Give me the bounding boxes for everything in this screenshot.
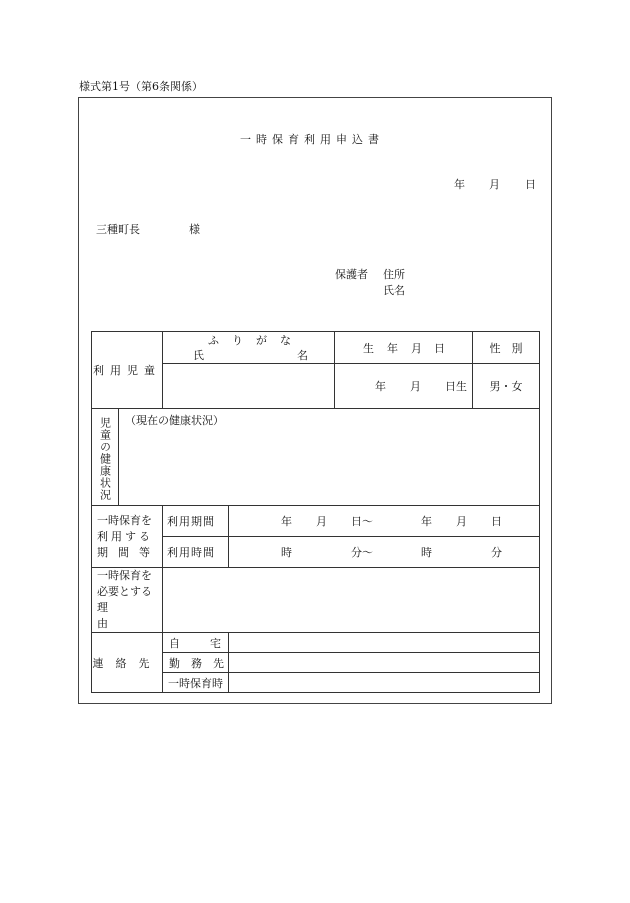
addressee-name: 三種町長 bbox=[96, 223, 140, 236]
reason-label bbox=[92, 568, 162, 632]
date-month: 月 bbox=[489, 178, 500, 191]
birth-date-input[interactable] bbox=[335, 364, 473, 409]
furigana-4: な bbox=[280, 334, 291, 347]
birth-header-2: 年 bbox=[387, 341, 398, 355]
period-label-line-1: 一時保育を bbox=[97, 513, 152, 527]
period-start-day: 日～ bbox=[351, 515, 373, 528]
furigana-1: ふ bbox=[208, 334, 219, 347]
date-year: 年 bbox=[454, 178, 465, 191]
time-start-minute: 分～ bbox=[351, 546, 373, 559]
usage-period-input[interactable] bbox=[229, 506, 540, 537]
reason-input[interactable] bbox=[163, 568, 540, 633]
contact-home-label-cell bbox=[163, 633, 251, 653]
time-end-minute: 分 bbox=[491, 546, 502, 559]
birth-header-3: 月 bbox=[411, 341, 422, 355]
reason-label-line-3: 理由 bbox=[97, 601, 142, 630]
usage-time-label-cell bbox=[163, 537, 229, 568]
birth-header-1: 生 bbox=[363, 341, 374, 355]
guardian-label: 保護者 bbox=[335, 268, 368, 281]
contact-home-input[interactable] bbox=[229, 633, 540, 653]
furigana-3: が bbox=[256, 334, 267, 347]
usage-period-label: 利用期間 bbox=[167, 515, 215, 528]
time-start-hour: 時 bbox=[281, 546, 292, 559]
application-table bbox=[91, 331, 540, 693]
child-name-header bbox=[163, 332, 335, 364]
furigana-2: り bbox=[232, 334, 243, 347]
date-day: 日 bbox=[525, 178, 536, 191]
period-label bbox=[92, 513, 162, 561]
birth-day-unit: 日生 bbox=[445, 380, 467, 393]
contact-temp-input[interactable] bbox=[229, 673, 540, 693]
document-title: 一時保育利用申込書 bbox=[240, 133, 384, 146]
reason-label-cell bbox=[92, 568, 163, 633]
period-label-line-3: 期間等 bbox=[97, 545, 160, 559]
health-label: 児童の健康状況 bbox=[98, 417, 112, 501]
contact-label: 連絡先 bbox=[92, 656, 162, 670]
health-note: （現在の健康状況） bbox=[125, 414, 224, 427]
period-end-month: 月 bbox=[456, 515, 467, 528]
birth-month-unit: 月 bbox=[410, 380, 421, 393]
child-row-label: 利用児童 bbox=[92, 332, 163, 409]
time-end-hour: 時 bbox=[421, 546, 432, 559]
contact-home-label: 自宅 bbox=[169, 636, 251, 650]
name-label-family: 名 bbox=[297, 349, 308, 362]
reason-label-line-2: 必要とする bbox=[97, 585, 152, 598]
contact-label-cell bbox=[92, 633, 163, 693]
period-start-year: 年 bbox=[281, 515, 292, 528]
guardian-name-label: 氏名 bbox=[383, 284, 405, 297]
birth-header-4: 日 bbox=[434, 341, 445, 355]
reason-label-line-1: 一時保育を bbox=[97, 569, 152, 582]
child-name-input[interactable] bbox=[163, 364, 335, 409]
contact-work-input[interactable] bbox=[229, 653, 540, 673]
usage-time-input[interactable] bbox=[229, 537, 540, 568]
period-label-cell bbox=[92, 506, 163, 568]
contact-work-label: 勤務先 bbox=[169, 656, 235, 670]
health-label-cell bbox=[92, 409, 119, 506]
usage-period-label-cell bbox=[163, 506, 229, 537]
name-label-given: 氏 bbox=[193, 349, 204, 362]
period-end-year: 年 bbox=[421, 515, 432, 528]
period-start-month: 月 bbox=[316, 515, 327, 528]
period-end-day: 日 bbox=[491, 515, 502, 528]
birth-header bbox=[335, 332, 473, 364]
period-label-line-2: 利用する bbox=[97, 529, 153, 543]
guardian-address-label: 住所 bbox=[383, 268, 405, 281]
form-number: 様式第1号（第6条関係） bbox=[79, 80, 203, 93]
sex-selector[interactable]: 男・女 bbox=[473, 364, 540, 409]
usage-time-label: 利用時間 bbox=[167, 546, 215, 559]
contact-temp-label-cell bbox=[163, 673, 229, 693]
contact-work-label-cell bbox=[163, 653, 235, 673]
contact-temp-label: 一時保育時 bbox=[168, 676, 223, 690]
birth-year-unit: 年 bbox=[375, 380, 386, 393]
sex-header: 性 別 bbox=[473, 332, 540, 364]
addressee-honorific: 様 bbox=[189, 223, 200, 236]
health-input[interactable] bbox=[119, 409, 540, 506]
